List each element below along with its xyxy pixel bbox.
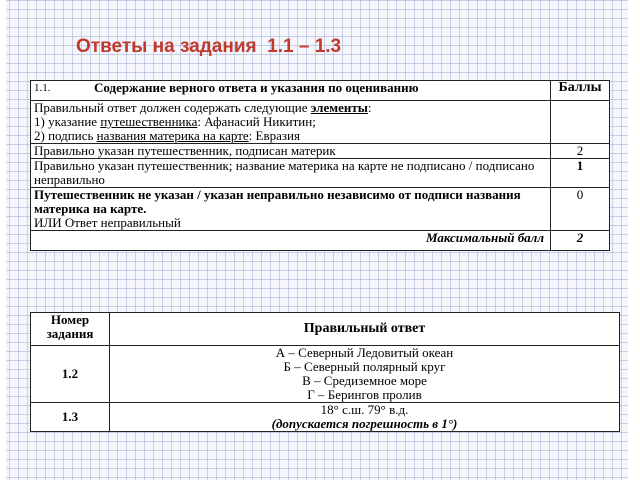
item1-prefix: 1) указание [34,114,101,129]
answers-table [30,312,620,432]
item2-prefix: 2) подпись [34,128,97,143]
max-score-label: Максимальный балл [31,231,551,251]
answer-row [31,403,620,432]
answer-note: (допускается погрешность в 1°) [271,416,458,431]
answers-header-row [31,313,620,346]
answer-cell [110,403,620,432]
grading-intro-row [31,101,610,144]
answer-cell [110,346,620,403]
grading-row [31,188,610,231]
criterion-bold-text: Путешественник не указан / указан неправильно независимо от подписи названия материка на карте. [34,187,521,216]
grading-criterion [31,188,551,231]
intro-elements: элементы [310,100,368,115]
task-number-header: Номер задания [31,313,110,346]
max-score-value: 2 [551,231,610,251]
answer-line: Г – Берингов пролив [307,387,422,402]
page-title: Ответы на задания 1.1 – 1.3 [76,36,342,57]
answer-line: Б – Северный полярный круг [283,359,446,374]
points-header: Баллы [551,81,610,101]
item1-underlined: путешественника [100,114,198,129]
grading-row [31,144,610,159]
item2-suffix: : Евразия [248,128,300,143]
grading-points: 2 [551,144,610,159]
grading-header: Содержание верного ответа и указания по оцениванию [94,80,419,95]
grading-header-cell [31,81,551,101]
grading-intro-cell [31,101,551,144]
answer-task-number: 1.3 [31,403,110,432]
grading-table-header-row [31,81,610,101]
grading-intro-points [551,101,610,144]
grading-criterion: Правильно указан путешественник; название материка на карте не подписано / подписано неправильно [31,159,551,188]
grading-row [31,159,610,188]
criterion-extra-text: ИЛИ Ответ неправильный [34,215,181,230]
page-right-margin [628,0,640,480]
item2-underlined: названия материка на карте [96,128,249,143]
correct-answer-header: Правильный ответ [110,313,620,346]
answer-line: 18° с.ш. 79° в.д. [320,402,409,417]
task-number: 1.1. [34,82,51,94]
answer-line: В – Средиземное море [302,373,427,388]
item1-suffix: : Афанасий Никитин; [197,114,316,129]
page-left-margin [0,0,6,480]
grading-points: 1 [551,159,610,188]
answer-task-number: 1.2 [31,346,110,403]
intro-prefix: Правильный ответ должен содержать следующие [34,100,311,115]
grading-points: 0 [551,188,610,231]
grading-max-row [31,231,610,251]
intro-suffix: : [367,100,372,115]
grading-criterion: Правильно указан путешественник, подписан материк [31,144,551,159]
answer-line: А – Северный Ледовитый океан [275,345,454,360]
answer-row [31,346,620,403]
grading-table [30,80,610,251]
